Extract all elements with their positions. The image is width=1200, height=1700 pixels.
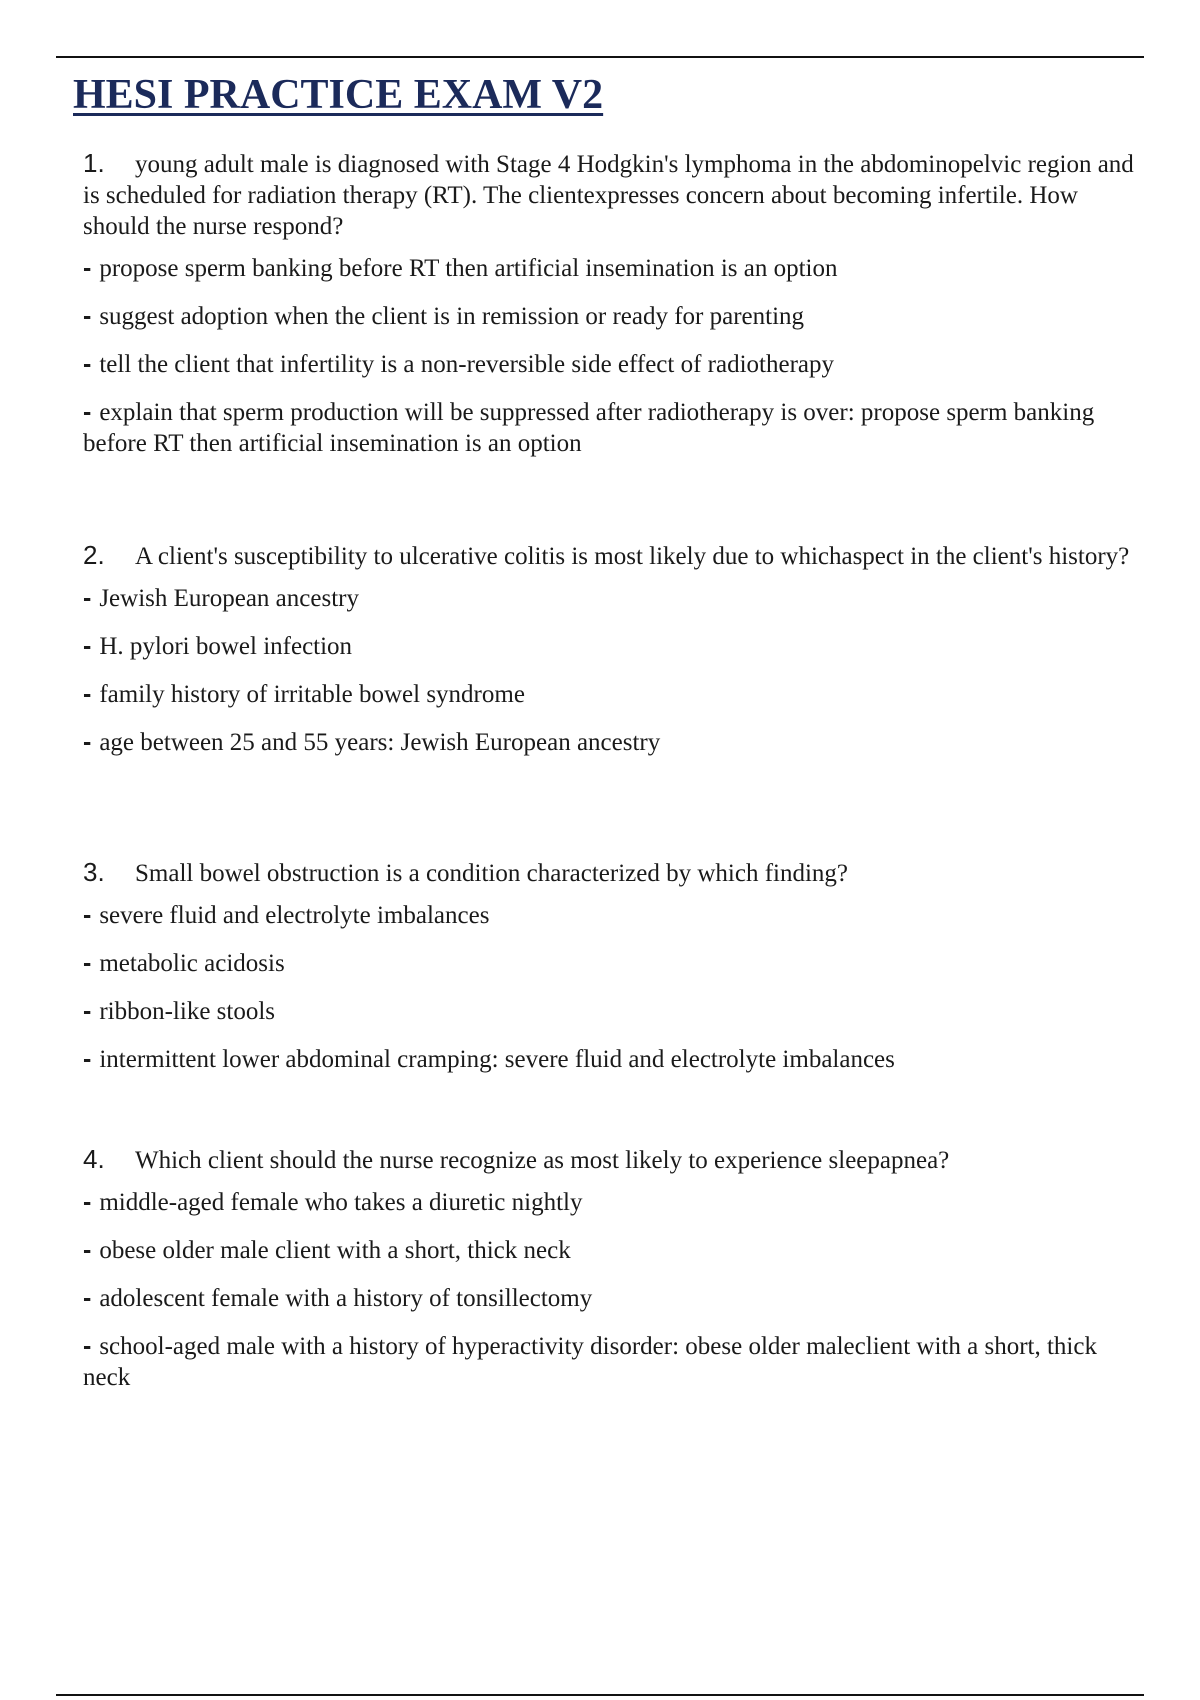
option-text: intermittent lower abdominal cramping: severe fluid and electrolyte imbalances [99, 1046, 895, 1073]
option-marker: - [83, 1045, 92, 1073]
option-marker: - [83, 728, 92, 756]
option-marker: - [83, 254, 92, 282]
option-text: school-aged male with a history of hyperactivity disorder: obese older maleclient with a short, thick neck [83, 1333, 1097, 1391]
question-stem [83, 148, 1138, 242]
answer-option [83, 996, 1138, 1027]
option-text: family history of irritable bowel syndrome [99, 681, 525, 708]
question-1 [83, 148, 1138, 476]
question-4 [83, 1144, 1138, 1410]
option-text: suggest adoption when the client is in remission or ready for parenting [99, 303, 805, 330]
option-text: H. pylori bowel infection [99, 633, 353, 660]
option-marker: - [83, 997, 92, 1025]
option-text: tell the client that infertility is a non-reversible side effect of radiotherapy [99, 351, 835, 378]
option-text: propose sperm banking before RT then artificial insemination is an option [99, 255, 838, 282]
option-marker: - [83, 1188, 92, 1216]
answer-option [83, 948, 1138, 979]
page-title: HESI PRACTICE EXAM V2 [73, 72, 604, 118]
option-marker: - [83, 1332, 92, 1360]
answer-option [83, 1235, 1138, 1266]
option-text: middle-aged female who takes a diuretic nightly [99, 1189, 583, 1216]
question-stem [83, 1144, 1138, 1176]
option-marker: - [83, 901, 92, 929]
option-text: obese older male client with a short, thick neck [99, 1237, 571, 1264]
option-marker: - [83, 350, 92, 378]
option-marker: - [83, 1236, 92, 1264]
answer-option [83, 631, 1138, 662]
question-text: A client's susceptibility to ulcerative colitis is most likely due to whichaspect in the client's history? [135, 543, 1130, 570]
option-text: age between 25 and 55 years: Jewish European ancestry [99, 729, 661, 756]
question-stem [83, 857, 1138, 889]
option-marker: - [83, 632, 92, 660]
question-text: Which client should the nurse recognize as most likely to experience sleepapnea? [135, 1147, 950, 1174]
bottom-rule [56, 1694, 1144, 1696]
option-marker: - [83, 398, 92, 426]
answer-option [83, 679, 1138, 710]
question-2 [83, 540, 1138, 775]
option-text: adolescent female with a history of tonsillectomy [99, 1285, 593, 1312]
question-3 [83, 857, 1138, 1092]
answer-option [83, 1331, 1138, 1393]
question-number: 2. [83, 540, 105, 570]
answer-option [83, 1187, 1138, 1218]
question-number: 4. [83, 1144, 105, 1174]
answer-option [83, 900, 1138, 931]
option-marker: - [83, 584, 92, 612]
answer-option [83, 349, 1138, 380]
answer-option [83, 583, 1138, 614]
question-stem [83, 540, 1138, 572]
answer-option [83, 253, 1138, 284]
option-text: explain that sperm production will be suppressed after radiotherapy is over: propose sperm banking before RT then artificial insemination is an option [83, 399, 1095, 457]
question-text: young adult male is diagnosed with Stage 4 Hodgkin's lymphoma in the abdominopelvic region and is scheduled for radiation therapy (RT). The clientexpresses concern about becoming infertile. How should the nurse respond? [83, 151, 1134, 240]
answer-option [83, 727, 1138, 758]
question-number: 1. [83, 148, 105, 178]
option-marker: - [83, 680, 92, 708]
option-text: severe fluid and electrolyte imbalances [99, 902, 490, 929]
answer-option [83, 301, 1138, 332]
answer-option [83, 1044, 1138, 1075]
answer-option [83, 1283, 1138, 1314]
question-text: Small bowel obstruction is a condition characterized by which finding? [135, 860, 849, 887]
answer-option [83, 397, 1138, 459]
option-marker: - [83, 1284, 92, 1312]
top-rule [56, 56, 1144, 58]
option-text: metabolic acidosis [99, 950, 285, 977]
option-text: Jewish European ancestry [99, 585, 359, 612]
question-number: 3. [83, 857, 105, 887]
option-marker: - [83, 302, 92, 330]
option-marker: - [83, 949, 92, 977]
option-text: ribbon-like stools [99, 998, 276, 1025]
